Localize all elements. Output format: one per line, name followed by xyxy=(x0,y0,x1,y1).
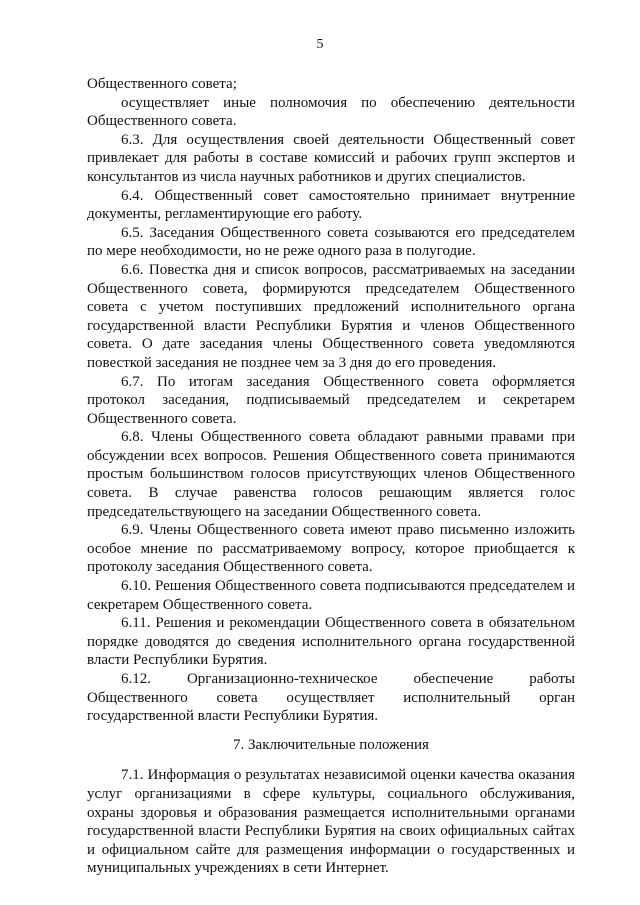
paragraph-6-3: 6.3. Для осуществления своей деятельности Общественный совет привлекает для работы в составе комиссий и рабочих групп экспертов и консультантов из числа научных работников и других специалистов. xyxy=(87,131,575,185)
document-body xyxy=(87,75,575,878)
paragraph: осуществляет иные полномочия по обеспечению деятельности Общественного совета. xyxy=(87,94,575,130)
paragraph-6-4: 6.4. Общественный совет самостоятельно принимает внутренние документы, регламентирующие его работу. xyxy=(87,187,575,223)
paragraph-continuation: Общественного совета; xyxy=(87,76,237,92)
paragraph-6-8: 6.8. Члены Общественного совета обладают равными правами при обсуждении всех вопросов. Решения Общественного совета принимаются простым большинством голосов присутствующих членов Общественного совета. В случае равенства голосов решающим является голос председательствующего на заседании Общественного совета. xyxy=(87,429,575,520)
paragraph-6-10: 6.10. Решения Общественного совета подписываются председателем и секретарем Общественного совета. xyxy=(87,578,575,613)
page-number: 5 xyxy=(316,37,324,52)
paragraph-6-12: 6.12. Организационно-техническое обеспечение работы Общественного совета осуществляет исполнительный орган государственной власти Республики Бурятия. xyxy=(87,671,575,725)
paragraph-6-9: 6.9. Члены Общественного совета имеют право письменно изложить особое мнение по рассматриваемому вопросу, которое приобщается к протоколу заседания Общественного совета. xyxy=(87,522,575,576)
paragraph-6-5: 6.5. Заседания Общественного совета созываются его председателем по мере необходимости, но не реже одного раза в полугодие. xyxy=(87,224,575,260)
paragraph-6-6: 6.6. Повестка дня и список вопросов, рассматриваемых на заседании Общественного совета, формируются председателем Общественного совета с учетом поступивших предложений исполнительного органа государственной власти Республики Бурятия и членов Общественного совета. О дате заседания члены Общественного совета уведомляются повесткой заседания не позднее чем за 3 дня до его проведения. xyxy=(87,261,575,371)
paragraph-6-11: 6.11. Решения и рекомендации Общественного совета в обязательном порядке доводятся до сведения исполнительного органа государственной власти Республики Бурятия. xyxy=(87,615,575,669)
paragraph-7-1: 7.1. Информация о результатах независимой оценки качества оказания услуг организациями в сфере культуры, социального обслуживания, охраны здоровья и образования размещается исполнительными органами государственной власти Республики Бурятия на своих официальных сайтах и официальном сайте для размещения информации о государственных и муниципальных учреждениях в сети Интернет. xyxy=(87,767,575,877)
section-title: 7. Заключительные положения xyxy=(233,736,429,753)
paragraph-6-7: 6.7. По итогам заседания Общественного совета оформляется протокол заседания, подписываемый председателем и секретарем Общественного совета. xyxy=(87,373,575,427)
